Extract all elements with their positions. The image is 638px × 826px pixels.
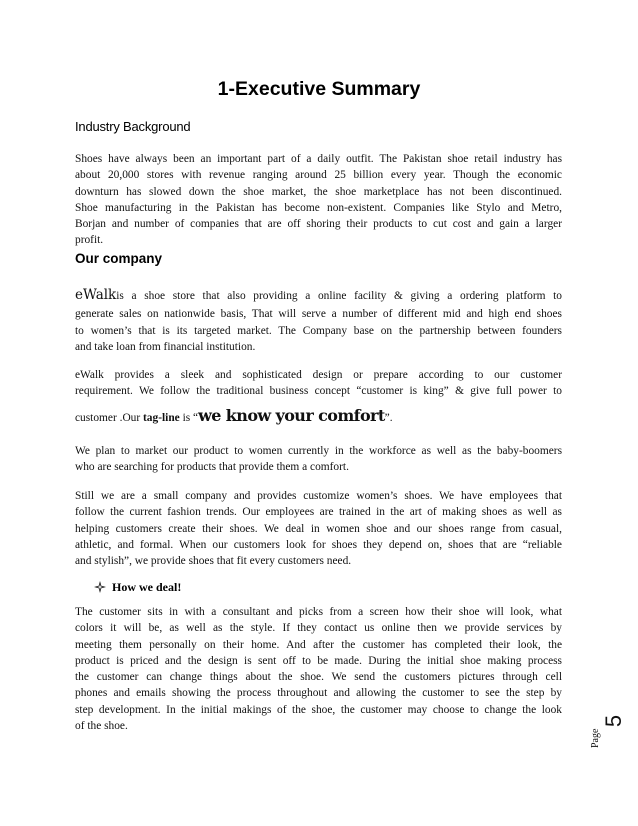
deal-heading (94, 579, 181, 595)
ewalk-brand: eWalk (75, 287, 117, 303)
paragraph-line (75, 287, 562, 304)
page-number: 5 (601, 714, 626, 728)
paragraph-text: is “ (179, 411, 199, 424)
paragraph-line: step development. In the initial makings of the shoe, the customer may choose to change the look (75, 703, 562, 716)
company-paragraph-3 (75, 443, 562, 476)
industry-paragraph (75, 151, 562, 249)
company-paragraph-2 (75, 367, 562, 426)
paragraph-text: is a shoe store that also providing a online facility & giving a ordering platform to (116, 290, 562, 302)
page-number-block (590, 708, 626, 778)
paragraph-line: who are searching for products that provide them a comfort. (75, 461, 349, 474)
paragraph-line: colors it will be, as well as the style. If they contact us online then we provide services by (75, 622, 562, 635)
company-paragraph-4 (75, 488, 562, 569)
paragraph-line: helping customers create their shoes. We deal in women shoe and our shoes range from casual, (75, 522, 562, 535)
paragraph-line: of the shoe. (75, 720, 128, 733)
paragraph-line: the customer can change things about the shoe. We send the customers pictures through cell (75, 671, 562, 684)
paragraph-line: and take loan from financial institution. (75, 340, 256, 353)
page-title: 1-Executive Summary (217, 78, 421, 100)
paragraph-line: eWalk provides a sleek and sophisticated design or prepare according to our customer (75, 369, 562, 381)
paragraph-line: product is priced and the design is sent off to be made. During the initial shoe making process (75, 654, 562, 667)
paragraph-line: requirement. We follow the traditional business concept “customer is king” & give full power to (75, 385, 562, 398)
page-label: Page (590, 728, 601, 748)
paragraph-line: to women’s that is its targeted market. The Company base on the partnership between founders (75, 324, 562, 337)
paragraph-line: downturn has slowed down the shoe market, the shoe marketplace has not been discontinued. (75, 185, 562, 198)
paragraph-line: Shoes have always been an important part of a daily outfit. The Pakistan shoe retail industry has (75, 153, 562, 165)
paragraph-line: Still we are a small company and provides customize women’s shoes. We have employees that (75, 490, 562, 502)
paragraph-line: about 20,000 stores with revenue ranging around 25 billion every year. Though the economic (75, 169, 562, 182)
paragraph-line (75, 405, 562, 426)
paragraph-line: and stylish”, we provide shoes that fit every customers need. (75, 555, 352, 568)
paragraph-text: ”. (384, 411, 393, 424)
paragraph-line: Shoe manufacturing in the Pakistan has become non-existent. Companies like Stylo and Metro, (75, 201, 562, 214)
industry-heading: Industry Background (75, 119, 191, 134)
deal-heading-text: How we deal! (112, 580, 182, 594)
paragraph-line: follow the current fashion trends. Our employees are trained in the art of making shoes as well as (75, 506, 562, 519)
deal-paragraph (75, 604, 562, 734)
paragraph-line: Borjan and number of companies that are off shoring their products to cut cost and gain a larger (75, 218, 562, 231)
paragraph-line: We plan to market our product to women currently in the workforce as well as the baby-boomers (75, 445, 562, 457)
paragraph-line: The customer sits in with a consultant and picks from a screen how their shoe will look, what (75, 606, 562, 618)
paragraph-line: generate sales on nationwide basis, That will serve a number of different mid and high end shoes (75, 308, 562, 321)
diamond-bullet-icon (94, 581, 106, 593)
paragraph-line: phones and emails showing the process throughout and allowing the customer to see the step by (75, 687, 562, 700)
tagline: we know your comfort (198, 405, 385, 425)
paragraph-line: athletic, and formal. When our customers look for shoes they depend on, shoes that are “reliable (75, 538, 562, 551)
company-paragraph-1 (75, 287, 562, 355)
paragraph-text: customer .Our (75, 411, 144, 424)
paragraph-line: profit. (75, 234, 104, 247)
tagline-label: tag-line (143, 411, 180, 424)
paragraph-line: meeting them personally on their home. And after the customer has completed their look, the (75, 638, 562, 651)
company-heading: Our company (75, 251, 163, 266)
